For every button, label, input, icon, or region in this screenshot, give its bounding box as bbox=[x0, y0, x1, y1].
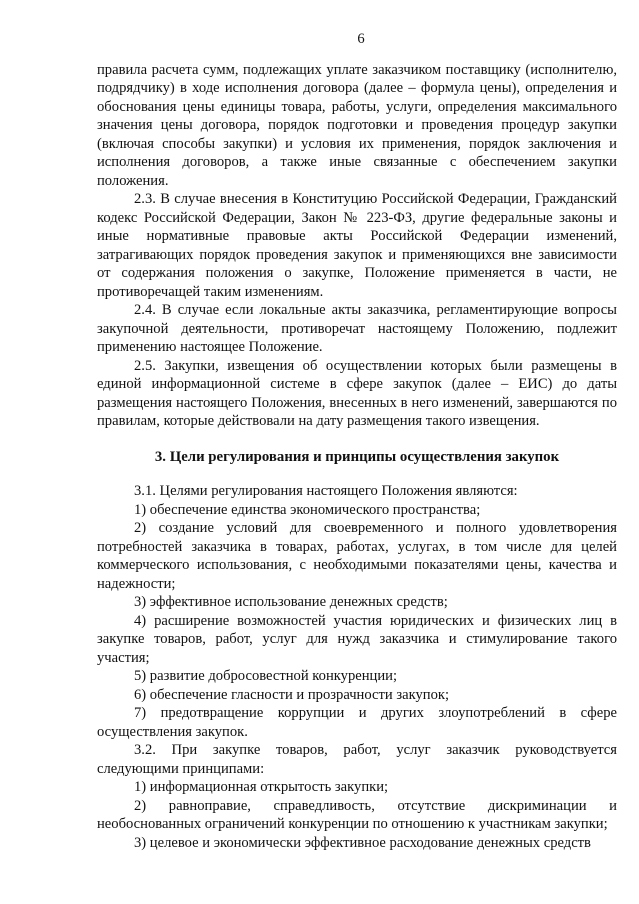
list-item-goal-4: 4) расширение возможностей участия юридических и физических лиц в закупке товаров, работ, услуг для нужд заказчика и стимулирование такого участия; bbox=[97, 612, 617, 666]
page-number: 6 bbox=[357, 31, 365, 47]
list-item-goal-6: 6) обеспечение гласности и прозрачности закупок; bbox=[134, 686, 450, 703]
section-2-tail bbox=[97, 61, 617, 431]
list-item-goal-5: 5) развитие добросовестной конкуренции; bbox=[134, 668, 398, 684]
paragraph-3-1: 3.1. Целями регулирования настоящего Положения являются: bbox=[134, 483, 518, 499]
paragraph-2-4: 2.4. В случае если локальные акты заказчика, регламентирующие вопросы закупочной деятельности, противоречат настоящему Положению, подлежит применению настоящее Положение. bbox=[97, 302, 617, 355]
list-item-goal-3: 3) эффективное использование денежных средств; bbox=[134, 594, 448, 610]
section-3-heading: 3. Цели регулирования и принципы осуществления закупок bbox=[154, 448, 560, 465]
list-item-goal-1: 1) обеспечение единства экономического пространства; bbox=[134, 501, 481, 518]
list-item-goal-7: 7) предотвращение коррупции и других злоупотреблений в сфере осуществления закупок. bbox=[97, 705, 617, 740]
paragraph-continuation: правила расчета сумм, подлежащих уплате заказчиком поставщику (исполнителю, подрядчику) в ходе исполнения договора (далее – формула цены), определения и обоснования цены единицы товара, работы, услуги, определения максимального значения цены договора, порядок подготовки и проведения процедур закупки (включая способы закупки) и условия их применения, порядок заключения и исполнения договоров, а также иные связанные с обеспечением закупки положения. bbox=[97, 61, 617, 189]
paragraph-2-5: 2.5. Закупки, извещения об осуществлении которых были размещены в единой информационной системе в сфере закупок (далее – ЕИС) до даты размещения настоящего Положения, внесенных в него изменений, завершаются по правилам, которые действовали на дату размещения такого извещения. bbox=[97, 357, 617, 429]
list-item-goal-2: 2) создание условий для своевременного и полного удовлетворения потребностей заказчика в товарах, работах, услугах, в том числе для целей коммерческого использования, с необходимыми показателями цены, качества и надежности; bbox=[97, 520, 617, 592]
list-item-principle-3: 3) целевое и экономически эффективное расходование денежных средств bbox=[134, 834, 591, 851]
paragraph-2-3: 2.3. В случае внесения в Конституцию Российской Федерации, Гражданский кодекс Российской Федерации, Закон № 223-ФЗ, другие федеральные законы и иные нормативные правовые акты Российской Федерации изменений, затрагивающих порядок проведения закупок и применяющихся вне зависимости от содержания положения о закупке, Положение применяется в части, не противоречащей таким изменениям. bbox=[97, 191, 617, 300]
list-item-principle-2: 2) равноправие, справедливость, отсутствие дискриминации и необоснованных ограничений конкуренции по отношению к участникам закупки; bbox=[97, 797, 617, 832]
list-item-principle-1: 1) информационная открытость закупки; bbox=[134, 779, 389, 795]
section-3-body bbox=[97, 482, 617, 852]
paragraph-3-2: 3.2. При закупке товаров, работ, услуг заказчик руководствуется следующими принципами: bbox=[97, 742, 617, 777]
